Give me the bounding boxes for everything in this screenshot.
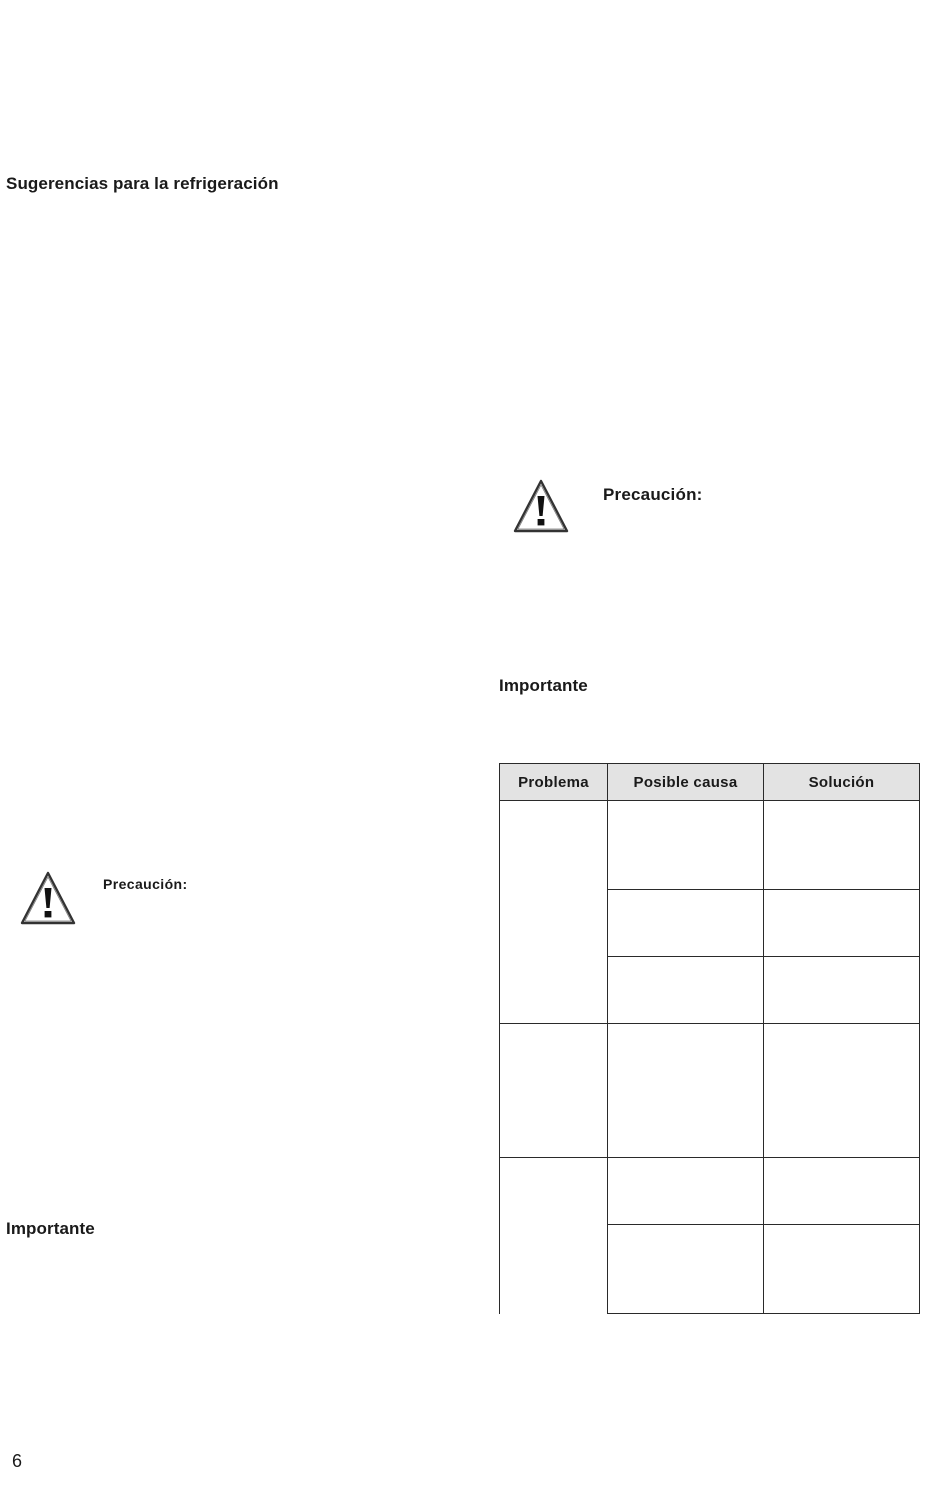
table-row [500, 801, 920, 890]
troubleshooting-table [499, 763, 920, 1314]
warning-triangle-icon [511, 476, 571, 536]
table-cell [608, 1158, 764, 1225]
table-row [500, 1158, 920, 1225]
table-cell [764, 1225, 920, 1314]
table-cell [608, 1024, 764, 1158]
table-cell [500, 801, 608, 1024]
page-number: 6 [12, 1451, 23, 1471]
section-title: Sugerencias para la refrigeración [6, 174, 279, 193]
table-cell [764, 890, 920, 957]
caution-label: Precaución: [103, 876, 188, 892]
table-cell [500, 1158, 608, 1314]
table-cell [500, 1024, 608, 1158]
table-cell [764, 1158, 920, 1225]
table-cell [764, 801, 920, 890]
table-cell [608, 1225, 764, 1314]
table-cell [608, 957, 764, 1024]
header-problema: Problema [500, 764, 608, 801]
table-cell [608, 890, 764, 957]
header-posible-causa: Posible causa [608, 764, 764, 801]
important-label: Importante [499, 676, 588, 695]
table-cell [764, 1024, 920, 1158]
caution-label: Precaución: [603, 485, 703, 504]
important-label: Importante [6, 1219, 95, 1238]
table-row [500, 1024, 920, 1158]
table-cell [608, 801, 764, 890]
table-cell [764, 957, 920, 1024]
table-header-row [500, 764, 920, 801]
header-solucion: Solución [764, 764, 920, 801]
warning-triangle-icon [18, 868, 78, 928]
